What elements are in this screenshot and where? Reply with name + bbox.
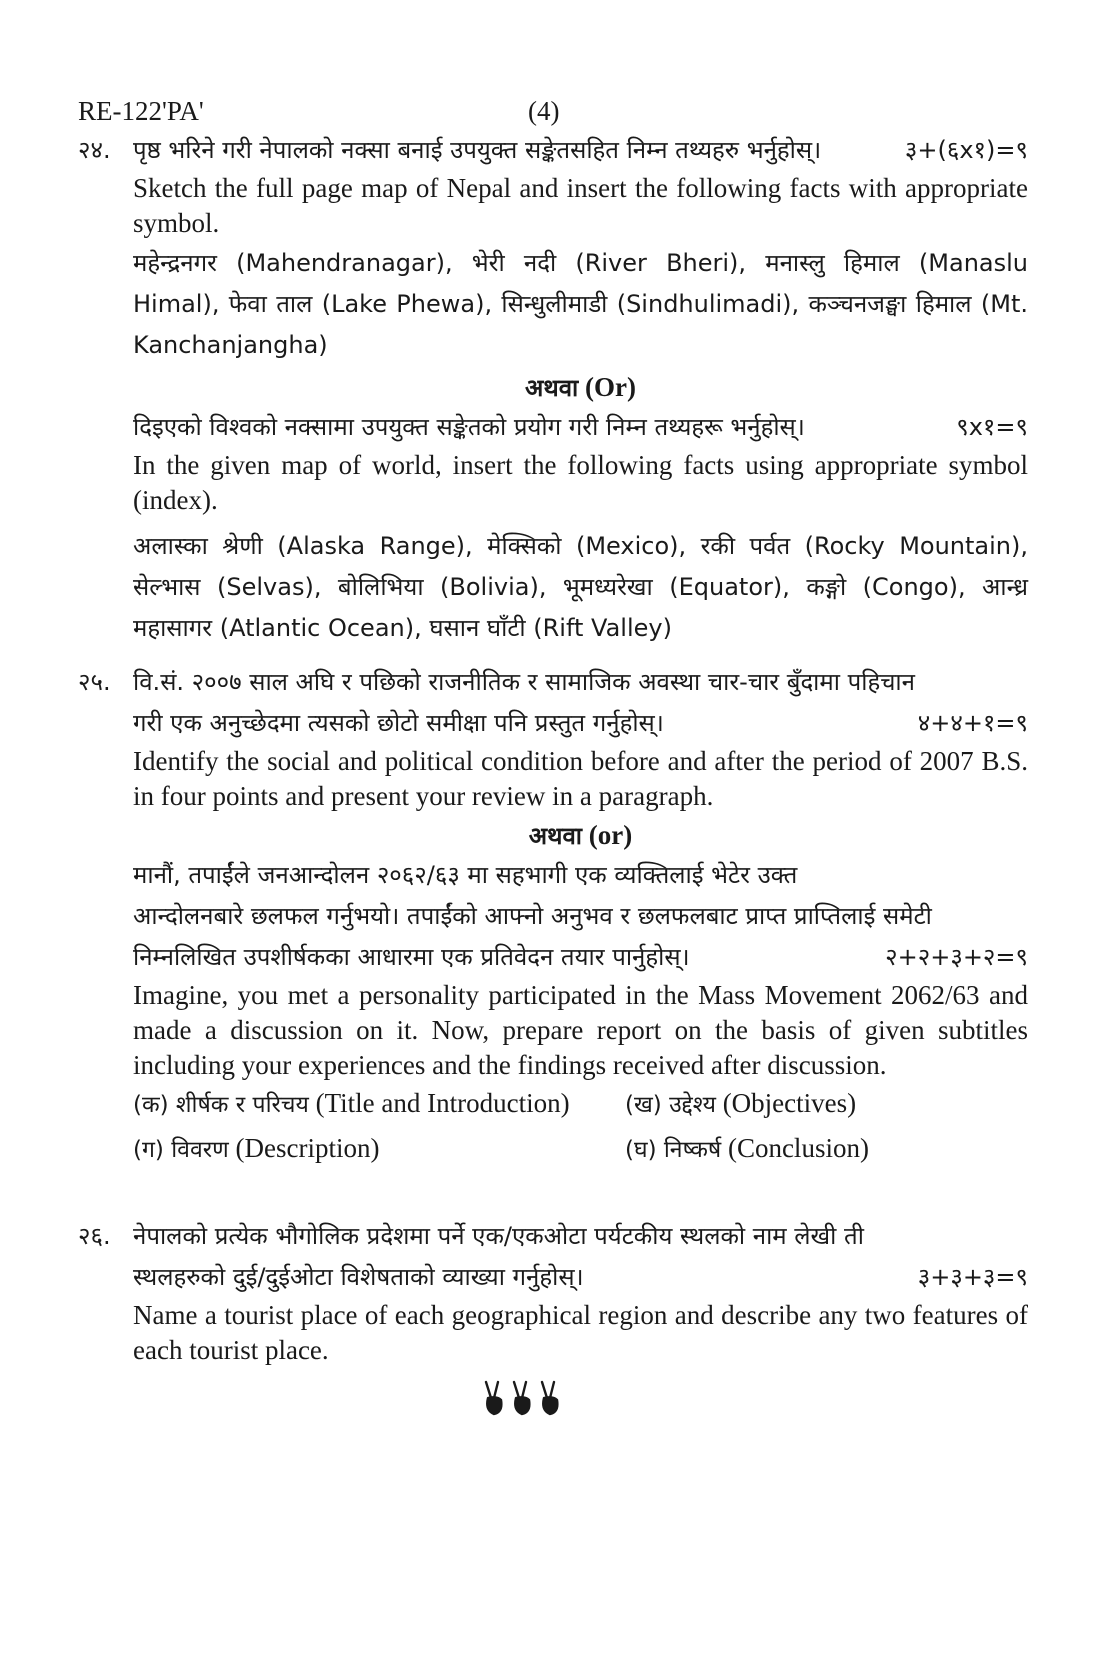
facts-list: महेन्द्रनगर (Mahendranagar), भेरी नदी (River Bheri), मनास्लु हिमाल (Manaslu Himal), फेवा ताल (Lake Phewa), सिन्धुलीमाडी (Sindhulimadi), कञ्चनजङ्घा हिमाल (Mt. Kanchanjangha) — [133, 249, 1028, 359]
end-of-paper-ornament-icon — [478, 1378, 568, 1418]
facts-list: अलास्का श्रेणी (Alaska Range), मेक्सिको (Mexico), रकी पर्वत (Rocky Mountain), सेल्भास (Selvas), बोलिभिया (Bolivia), भूमध्यरेखा (Equator), कङ्गो (Congo), आन्ध्र महासागर (Atlantic Ocean), घसान घाँटी (Rift Valley) — [133, 532, 1028, 643]
or-en: (or) — [588, 820, 633, 850]
instruction-np: गरी एक अनुच्छेदमा त्यसको छोटो समीक्षा पनि प्रस्तुत गर्नुहोस्। — [133, 709, 664, 737]
question-text-en: Identify the social and political condition before and after the period of 2007 B.S. in four points and present your review in a paragraph. — [133, 746, 1028, 811]
subtitle-np: (क) शीर्षक र परिचय — [133, 1092, 309, 1119]
instruction-np: स्थलहरुको दुई/दुईओटा विशेषताको व्याख्या गर्नुहोस्। — [133, 1263, 584, 1291]
marks: ९x१=९ — [956, 413, 1028, 442]
question-26 — [78, 1216, 1028, 1368]
or-divider — [133, 370, 1028, 405]
instruction-np: दिइएको विश्वको नक्सामा उपयुक्त सङ्केतको प्रयोग गरी निम्न तथ्यहरू भर्नुहोस्। — [133, 413, 805, 442]
paper-code: RE-122'PA' — [78, 96, 204, 126]
page-number: (4) — [528, 96, 560, 126]
question-number: २५. — [78, 668, 111, 696]
or-np: अथवा — [525, 374, 579, 402]
subtitle-np: (ग) विवरण — [133, 1137, 229, 1164]
or-en: (Or) — [585, 372, 636, 402]
alternative-question-np-last — [133, 937, 1028, 978]
question-25 — [78, 662, 1028, 1171]
subtitle-item — [625, 1083, 1028, 1126]
or-divider — [133, 818, 1028, 853]
instruction-np: पृष्ठ भरिने गरी नेपालको नक्सा बनाई उपयुक्त सङ्केतसहित निम्न तथ्यहरु भर्नुहोस्। — [133, 136, 822, 164]
page-header — [78, 94, 1028, 128]
marks: ४+४+१=९ — [917, 709, 1028, 737]
marks: २+२+३+२=९ — [885, 943, 1028, 972]
question-number: २४. — [78, 136, 111, 164]
alternative-question-np: आन्दोलनबारे छलफल गर्नुभयो। तपाईंको आफ्नो अनुभव र छलफलबाट प्राप्त प्राप्तिलाई समेटी — [133, 902, 932, 931]
subtitle-np: (ख) उद्देश्य — [625, 1092, 716, 1119]
question-number: २६. — [78, 1222, 111, 1250]
marks: ३+३+३=९ — [917, 1263, 1028, 1291]
marks: ३+(६x१)=९ — [904, 136, 1028, 164]
subtitle-en: (Objectives) — [722, 1088, 857, 1119]
instruction-np: निम्नलिखित उपशीर्षकका आधारमा एक प्रतिवेदन तयार पार्नुहोस्। — [133, 943, 690, 972]
question-24 — [78, 130, 1028, 649]
question-text-np-line2 — [133, 703, 1028, 744]
subtitle-item — [625, 1128, 1028, 1171]
alternative-question-np: मानौं, तपाईंले जनआन्दोलन २०६२/६३ मा सहभागी एक व्यक्तिलाई भेटेर उक्त — [133, 861, 798, 890]
question-text-np-line2 — [133, 1257, 1028, 1298]
alternative-question-np — [133, 407, 1028, 448]
subtitle-en: (Description) — [235, 1133, 380, 1164]
subtitle-en: (Conclusion) — [727, 1133, 869, 1164]
alternative-question-en: Imagine, you met a personality participated in the Mass Movement 2062/63 and made a discussion on it. Now, prepare report on the basis of given subtitles including your experiences and the findings received after discussion. — [133, 980, 1028, 1081]
subtitle-list — [133, 1083, 1028, 1171]
question-text-np: नेपालको प्रत्येक भौगोलिक प्रदेशमा पर्ने एक/एकओटा पर्यटकीय स्थलको नाम लेखी ती — [133, 1222, 864, 1250]
subtitle-item — [133, 1128, 625, 1171]
question-text-en: Sketch the full page map of Nepal and insert the following facts with appropriate symbol. — [133, 173, 1028, 238]
subtitle-item — [133, 1083, 625, 1126]
question-text-np: वि.सं. २००७ साल अघि र पछिको राजनीतिक र सामाजिक अवस्था चार-चार बुँदामा पहिचान — [133, 668, 915, 696]
question-text-en: Name a tourist place of each geographical region and describe any two features of each tourist place. — [133, 1300, 1028, 1365]
subtitle-np: (घ) निष्कर्ष — [625, 1137, 722, 1164]
question-text-np — [133, 130, 1028, 171]
or-np: अथवा — [528, 822, 582, 850]
alternative-question-en: In the given map of world, insert the following facts using appropriate symbol (index). — [133, 450, 1028, 516]
subtitle-en: (Title and Introduction) — [315, 1088, 570, 1119]
